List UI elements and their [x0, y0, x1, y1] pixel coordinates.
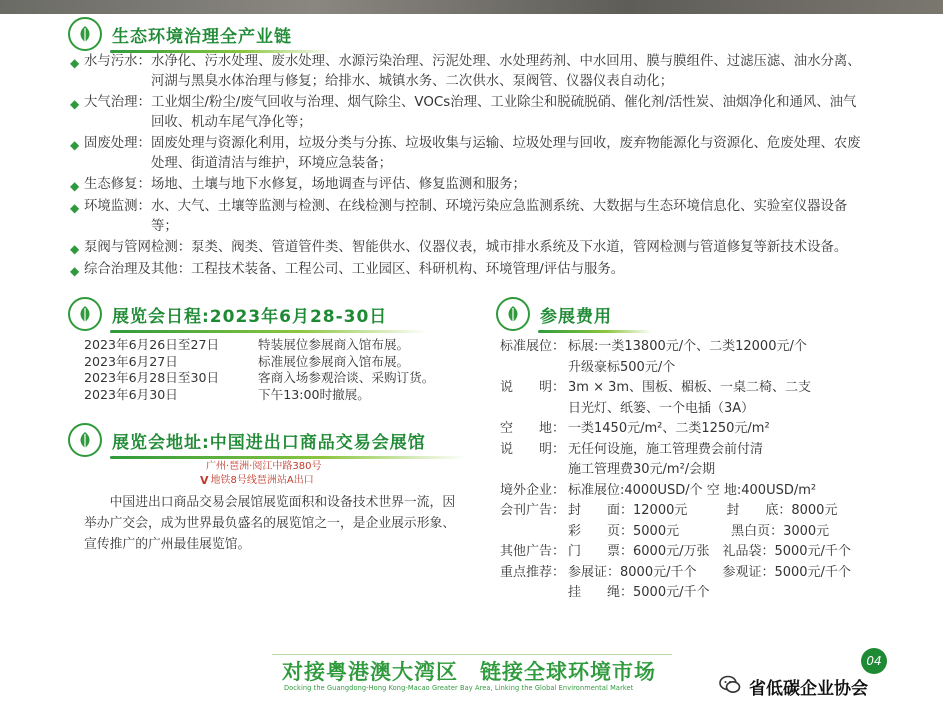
industry-chain-list: [70, 52, 866, 281]
fee-value: 标准展位:4000USD/个 空 地:400USD/m²: [568, 482, 817, 498]
section-title: 展览会地址:中国进出口商品交易会展馆: [112, 428, 426, 453]
item-label: 固废处理：: [84, 136, 151, 151]
schedule-event: 特装展位参展商入馆布展。: [258, 337, 410, 352]
fee-row: [500, 399, 900, 420]
fee-row: [500, 337, 900, 358]
list-item: [70, 52, 866, 92]
fee-key: 重点推荐：: [500, 564, 566, 580]
fee-row: [500, 501, 900, 522]
item-text: 水、大气、土壤等监测与检测、在线检测与控制、环境污染应急监测系统、大数据与生态环境信息化、实验室仪器设备等；: [150, 199, 848, 234]
fee-key: [500, 460, 568, 481]
item-label: 综合治理及其他：: [84, 262, 192, 277]
schedule-row: [84, 337, 464, 354]
footer-slogan: 对接粤港澳大湾区 链接全球环境市场: [282, 660, 656, 684]
association-logo-icon: [68, 297, 102, 331]
schedule-table: [84, 337, 464, 403]
leaf-bullet-icon: ◆: [70, 138, 80, 152]
schedule-event: 标准展位参展商入馆布展。: [258, 353, 410, 369]
fee-key: 其他广告：: [500, 544, 566, 559]
fee-value: 日光灯、纸篓、一个电插（3A）: [568, 400, 755, 416]
fee-key: 说 明：: [500, 441, 566, 457]
venue-description: 中国进出口商品交易会展馆展览面积和设备技术世界一流，因举办广交会，成为世界最负盛名的展览馆之一，是企业展示形象、宣传推广的广州最佳展览馆。: [84, 495, 456, 552]
item-label: 泵阀与管网检测：: [84, 240, 192, 255]
fee-value: 门 票：6000元/万张 礼品袋：5000元/千个: [568, 544, 851, 559]
association-logo-icon: [68, 17, 102, 51]
fee-key: 标准展位：: [500, 339, 566, 354]
fee-value: 挂 绳：5000元/千个: [568, 585, 710, 600]
section-header-venue: [68, 423, 426, 457]
fee-row: [500, 563, 900, 584]
item-label: 生态修复：: [84, 177, 151, 192]
item-text: 工程技术装备、工程公司、工业园区、科研机构、环境管理/评估与服务。: [191, 262, 625, 277]
list-item: [70, 93, 866, 133]
fee-key: [500, 522, 568, 543]
section-title: 展览会日程:2023年6月28-30日: [112, 302, 387, 327]
schedule-row: [84, 370, 464, 387]
schedule-date: 2023年6月27日: [84, 353, 178, 369]
list-item: [70, 197, 866, 237]
fee-key: 空 地：: [500, 421, 566, 436]
fee-value: 一类1450元/m²、二类1250元/m²: [568, 421, 770, 436]
list-item: [70, 134, 866, 174]
schedule-date: 2023年6月30日: [84, 386, 178, 402]
footer-slogan-en: Docking the Guangdong-Hong Kong-Macao Greater Bay Area, Linking the Global Environmental Market: [284, 684, 634, 692]
section-header-fees: [496, 297, 612, 331]
schedule-row: [84, 354, 464, 371]
metro-icon: Ⅴ: [200, 474, 209, 487]
venue-address: [200, 460, 321, 488]
item-text: 水净化、污水处理、废水处理、水源污染治理、污泥处理、水处理药剂、中水回用、膜与膜组件、过滤压滤、油水分离、河湖与黑臭水体治理与修复；给排水、城镇水务、二次供水、泵阀管、仪器仪表自动化；: [150, 54, 861, 89]
association-logo-icon: [68, 423, 102, 457]
address-line: 地铁8号线琶洲站A出口: [210, 475, 314, 486]
schedule-date: 2023年6月26日至27日: [84, 337, 220, 352]
fee-value: 标展:一类13800元/个、二类12000元/个: [568, 339, 807, 354]
section-header-industry-chain: [68, 17, 292, 51]
fee-row: [500, 440, 900, 461]
leaf-bullet-icon: ◆: [70, 97, 80, 111]
list-item: [70, 175, 866, 196]
leaf-bullet-icon: ◆: [70, 179, 80, 193]
fee-row: [500, 419, 900, 440]
item-text: 固废处理与资源化利用，垃圾分类与分拣、垃圾收集与运输、垃圾处理与回收，废弃物能源化与资源化、危废处理、农废处理、街道清洁与维护，环境应急装备；: [150, 136, 861, 171]
fee-key: [500, 583, 568, 604]
fees-table: [500, 337, 900, 604]
fee-value: 升级豪标500元/个: [568, 359, 676, 375]
leaf-bullet-icon: ◆: [70, 56, 80, 70]
fee-row: [500, 583, 900, 604]
fee-value: 封 面：12000元 封 底：8000元: [568, 503, 838, 518]
fee-row: [500, 460, 900, 481]
fee-value: 彩 页：5000元 黑白页：3000元: [568, 523, 830, 539]
fee-value: 3m × 3m、围板、楣板、一桌二椅、二支: [568, 380, 812, 395]
list-item: [70, 238, 866, 259]
fee-row: [500, 358, 900, 379]
list-item: [70, 260, 866, 281]
schedule-event: 下午13:00时撤展。: [258, 386, 370, 402]
schedule-event: 客商入场参观洽谈、采购订货。: [258, 370, 435, 385]
wechat-icon: [719, 675, 741, 699]
leaf-bullet-icon: ◆: [70, 264, 80, 278]
section-title: 生态环境治理全产业链: [112, 22, 292, 47]
schedule-row: [84, 387, 464, 404]
fee-row: [500, 522, 900, 543]
item-label: 环境监测：: [84, 199, 151, 214]
fee-key: 说 明：: [500, 380, 566, 395]
watermark-text: 省低碳企业协会: [749, 679, 868, 699]
item-text: 场地、土壤与地下水修复，场地调查与评估、修复监测和服务；: [150, 177, 526, 192]
item-label: 水与污水：: [84, 54, 151, 69]
address-line: 广州·琶洲·阅江中路380号: [206, 461, 322, 472]
top-decorative-bar: [0, 0, 943, 14]
fee-value: 参展证：8000元/千个 参观证：5000元/千个: [568, 564, 851, 580]
schedule-date: 2023年6月28日至30日: [84, 370, 220, 385]
fee-value: 无任何设施，施工管理费会前付清: [568, 441, 764, 457]
fee-row: [500, 542, 900, 563]
fee-row: [500, 378, 900, 399]
section-title: 参展费用: [540, 302, 612, 327]
fee-key: [500, 399, 568, 420]
fee-row: [500, 481, 900, 502]
fee-key: 境外企业：: [500, 482, 566, 498]
leaf-bullet-icon: ◆: [70, 201, 80, 215]
fee-value: 施工管理费30元/m²/会期: [568, 462, 716, 477]
section-header-schedule: [68, 297, 387, 331]
fee-key: 会刊广告：: [500, 503, 566, 518]
page-number-badge: 04: [861, 648, 887, 674]
item-text: 泵类、阀类、管道管件类、智能供水、仪器仪表，城市排水系统及下水道，管网检测与管道修复等新技术设备。: [191, 240, 848, 255]
association-logo-icon: [496, 297, 530, 331]
watermark: [719, 674, 868, 699]
fee-key: [500, 358, 568, 379]
leaf-bullet-icon: ◆: [70, 242, 80, 256]
footer-divider: [272, 654, 672, 655]
item-label: 大气治理：: [84, 95, 151, 110]
item-text: 工业烟尘/粉尘/废气回收与治理、烟气除尘、VOCs治理、工业除尘和脱硫脱硝、催化剂/活性炭、油烟净化和通风、油气回收、机动车尾气净化等；: [150, 95, 857, 130]
